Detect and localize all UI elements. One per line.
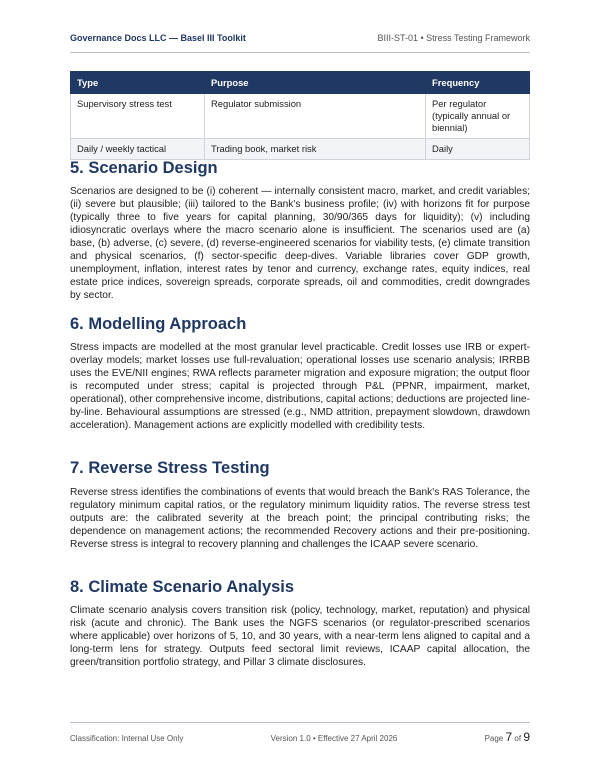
page-current: 7	[505, 730, 513, 744]
page-of: of	[514, 734, 522, 743]
section-body-climate-scenario-analysis: Climate scenario analysis covers transition risk (policy, technology, market, reputation) and physical risk (acute and chronic). The Bank uses the NGFS scenarios (or regulator-prescribed scenarios where applicable) over horizons of 5, 10, and 30 years, with a near-term lens aligned to capital and a long-term lens for strategy. Outputs feed sectoral limit reviews, ICAAP capital allocation, the green/transition portfolio strategy, and Pillar 3 climate disclosures.	[70, 605, 530, 668]
section-heading-climate-scenario-analysis: 8. Climate Scenario Analysis	[70, 578, 295, 596]
section-heading-modelling-approach: 6. Modelling Approach	[70, 315, 247, 333]
table-header-purpose: Purpose	[205, 72, 426, 94]
footer-classification: Classification: Internal Use Only	[70, 734, 184, 743]
section-heading-scenario-design: 5. Scenario Design	[70, 159, 218, 177]
table-cell-purpose: Trading book, market risk	[205, 139, 426, 160]
header-doc-ref: BIII-ST-01 • Stress Testing Framework	[377, 33, 530, 43]
table-header-type: Type	[71, 72, 205, 94]
table-cell-purpose: Regulator submission	[205, 94, 426, 139]
table-header-row	[71, 72, 530, 94]
header-rule	[70, 52, 530, 53]
table-cell-type: Daily / weekly tactical	[71, 139, 205, 160]
stress-test-type-table	[70, 71, 530, 160]
table-header-frequency: Frequency	[426, 72, 530, 94]
table-row	[71, 139, 530, 160]
table-cell-frequency: Per regulator (typically annual or biennial)	[426, 94, 530, 139]
page-footer	[70, 730, 530, 744]
header-brand: Governance Docs LLC — Basel III Toolkit	[70, 33, 246, 43]
section-body-reverse-stress-testing: Reverse stress identifies the combinations of events that would breach the Bank's RAS Tolerance, the regulatory minimum capital ratios, or the regulatory minimum liquidity ratios. The reverse stress test outputs are: the calibrated severity at the breach point; the principal contributing risks; the dependence on management actions; the recommended Recovery actions and their pre-positioning. Reverse stress is integral to recovery planning and challenges the ICAAP severe scenario.	[70, 487, 530, 550]
table-cell-frequency: Daily	[426, 139, 530, 160]
footer-version: Version 1.0 • Effective 27 April 2026	[270, 734, 398, 743]
section-body-scenario-design: Scenarios are designed to be (i) coherent — internally consistent macro, market, and credit variables; (ii) severe but plausible; (iii) tailored to the Bank's business profile; (iv) with horizons fit for purpose (typically three to five years for capital planning, 30/90/365 days for liquidity); (v) including idiosyncratic overlays where the macro scenario alone is insufficient. The scenarios used are (a) base, (b) adverse, (c) severe, (d) reverse-engineered scenarios for viability tests, (e) climate transition and physical scenarios, (f) sector-specific deep-dives. Variable libraries cover GDP growth, unemployment, inflation, interest rates by tenor and currency, exchange rates, equity indices, real estate price indices, sovereign spreads, corporate spreads, oil and commodities, credit downgrades by sector.	[70, 186, 530, 301]
page-header	[70, 33, 530, 47]
footer-rule	[70, 722, 530, 723]
table-row	[71, 94, 530, 139]
table-cell-type: Supervisory stress test	[71, 94, 205, 139]
page-total: 9	[523, 730, 530, 744]
footer-page-number	[485, 730, 530, 744]
page-prefix: Page	[484, 734, 504, 743]
section-heading-reverse-stress-testing: 7. Reverse Stress Testing	[70, 459, 270, 477]
section-body-modelling-approach: Stress impacts are modelled at the most granular level practicable. Credit losses use IRB or expert-overlay models; market losses use full-revaluation; operational losses use scenario analysis; IRRBB uses the EVE/NII engines; RWA reflects parameter migration and exposure migration; the output floor is recomputed under stress; capital is projected through P&L (PPNR, impairment, market, operational), other comprehensive income, distributions, capital actions; deductions are projected line-by-line. Behavioural assumptions are stressed (e.g., NMD attrition, prepayment slowdown, drawdown acceleration). Management actions are explicitly modelled with credibility tests.	[70, 342, 530, 431]
